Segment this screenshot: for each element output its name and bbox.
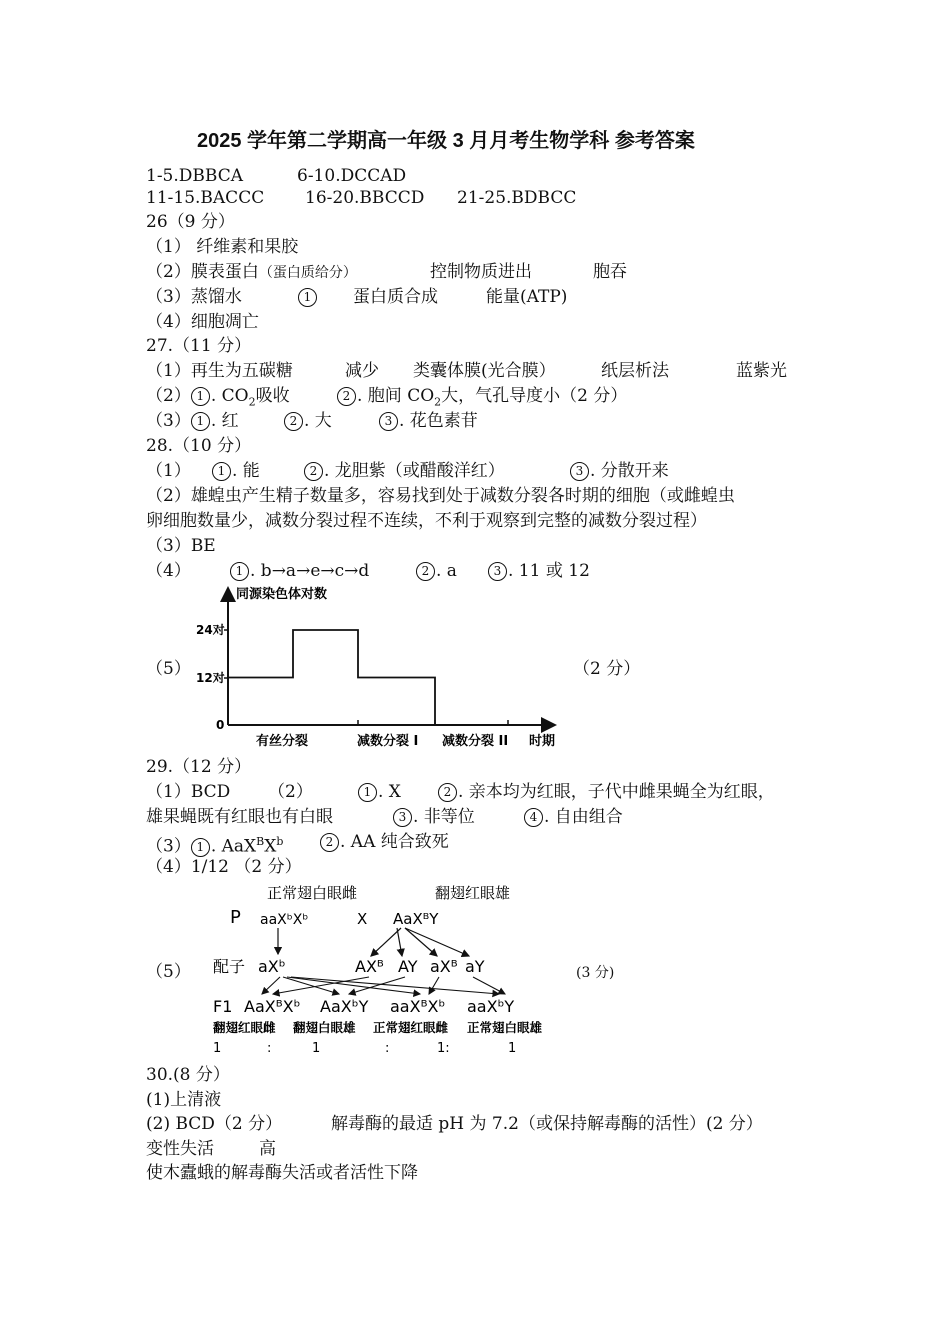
gamete-male-3: aXᴮ xyxy=(430,957,458,976)
p-female-genotype: aaXᵇXᵇ xyxy=(260,912,309,928)
q27-answer-2b: 2 . 胞间 $CO_2$大，气孔导度小（2 分） xyxy=(337,386,627,412)
page-title: 2025 学年第二学期高一年级 3 月月考生物学科 参考答案 xyxy=(197,130,695,152)
phenotype-1: 翻翅红眼雌 xyxy=(213,1020,276,1035)
q26-answer-3: （3）蒸馏水 xyxy=(146,287,242,307)
q29-answer-2c: 3 . 非等位 xyxy=(393,807,475,827)
q27-answer-1b: 减少 xyxy=(345,361,379,381)
q29-answer-3: （3） 1 . $AaX^BX^b$ xyxy=(146,835,284,857)
q27-answer-1c: 类囊体膜(光合膜） xyxy=(413,361,556,381)
q26-header: 26（9 分） xyxy=(146,212,235,232)
genetic-cross-diagram xyxy=(205,875,575,1060)
q29-header: 29.（12 分） xyxy=(146,757,252,777)
q26-answer-3b: 蛋白质合成 xyxy=(353,287,438,307)
phenotype-2: 翻翅白眼雄 xyxy=(293,1020,356,1035)
choice-answers-6-10: 6-10.DCCAD xyxy=(297,166,407,186)
q26-answer-2: （2）膜表蛋白（蛋白质给分） xyxy=(146,262,357,282)
q28-answer-4a: 1 . b→a→e→c→d xyxy=(230,561,369,581)
q26-answer-3-circled: 1 xyxy=(298,287,318,307)
q28-answer-1b: 2 . 龙胆紫（或醋酸洋红） xyxy=(304,461,505,481)
q27-header: 27.（11 分） xyxy=(146,336,252,356)
f1-label: F1 xyxy=(213,997,233,1016)
chart-ylabel: 同源染色体对数 xyxy=(236,587,328,602)
q29-answer-2a: 1 . X xyxy=(358,782,401,802)
q26-answer-2b: 控制物质进出 xyxy=(430,262,532,282)
q27-answer-1e: 蓝紫光 xyxy=(736,361,787,381)
q28-answer-1: （1） xyxy=(146,461,191,481)
q30-header: 30.(8 分） xyxy=(146,1065,230,1085)
male-phenotype-label: 翻翅红眼雄 xyxy=(435,884,511,902)
q28-answer-4b: 2 . a xyxy=(416,561,457,581)
q29-answer-3b: 2 . AA 纯合致死 xyxy=(320,832,449,852)
q29-answer-5-score: (3 分) xyxy=(576,965,615,981)
q30-answer-2: (2) BCD（2 分） xyxy=(146,1114,283,1134)
homologous-pairs-chart xyxy=(190,582,570,754)
offspring-4: aaXᵇY xyxy=(467,997,515,1016)
choice-answers-11-15: 11-15.BACCC xyxy=(146,188,265,208)
ratio-sep-1: : xyxy=(267,1041,272,1056)
q29-answer-2: （2） xyxy=(268,782,313,802)
p-label: P xyxy=(230,907,241,928)
q29-answer-4: （4）1/12 （2 分） xyxy=(146,857,302,877)
gamete-label: 配子 xyxy=(213,957,246,976)
xtick-meiosis-2: 减数分裂 II xyxy=(442,734,509,749)
q28-answer-1c: 3 . 分散开来 xyxy=(570,461,669,481)
q28-answer-4c: 3 . 11 或 12 xyxy=(488,561,590,581)
q28-answer-2: （2）雄蝗虫产生精子数量多，容易找到处于减数分裂各时期的细胞（或雌蝗虫 xyxy=(146,486,735,506)
chart-step-line xyxy=(228,630,508,725)
q26-answer-2c: 胞吞 xyxy=(593,262,627,282)
q29-answer-1: （1）BCD xyxy=(146,782,231,802)
choice-answers-1-5: 1-5.DBBCA xyxy=(146,166,243,186)
q27-answer-3: （3） 1 . 红 xyxy=(146,411,239,431)
gamete-male-1: AXᴮ xyxy=(355,957,384,976)
offspring-3: aaXᴮXᵇ xyxy=(390,997,446,1016)
q30-answer-1: (1)上清液 xyxy=(146,1090,222,1110)
q27-answer-1a: （1）再生为五碳糖 xyxy=(146,361,293,381)
q27-answer-2: （2） 1 . $CO_2$吸收 xyxy=(146,386,290,409)
q29-answer-2d: 4 . 自由组合 xyxy=(524,807,623,827)
q27-answer-3c: 3 . 花色素苷 xyxy=(379,411,478,431)
ratio-sep-2: : xyxy=(385,1041,390,1056)
q28-answer-5: （5） xyxy=(146,659,191,679)
q29-answer-2b-cont: 雄果蝇既有红眼也有白眼 xyxy=(146,807,333,827)
q27-answer-1d: 纸层析法 xyxy=(601,361,669,381)
q28-answer-2-cont: 卵细胞数量少，减数分裂过程不连续，不利于观察到完整的减数分裂过程） xyxy=(146,511,707,531)
q26-answer-1: （1） 纤维素和果胶 xyxy=(146,237,299,257)
q30-answer-3: 变性失活 xyxy=(146,1139,214,1159)
q29-answer-5: （5） xyxy=(146,962,191,982)
q28-answer-5-score: （2 分） xyxy=(573,659,641,679)
xtick-mitosis: 有丝分裂 xyxy=(256,734,309,749)
ratio-3: 1: xyxy=(437,1041,450,1056)
offspring-2: AaXᵇY xyxy=(320,997,369,1016)
cross-x: X xyxy=(357,910,368,928)
choice-answers-16-20: 16-20.BBCCD xyxy=(305,188,425,208)
q26-answer-4: （4）细胞凋亡 xyxy=(146,312,259,332)
q28-header: 28.（10 分） xyxy=(146,436,252,456)
gamete-male-2: AY xyxy=(398,957,418,976)
xlabel-time: 时期 xyxy=(529,734,556,749)
phenotype-3: 正常翅红眼雌 xyxy=(373,1020,449,1035)
ytick-12: 12对 xyxy=(196,671,225,685)
choice-answers-21-25: 21-25.BDBCC xyxy=(457,188,577,208)
q28-answer-4: （4） xyxy=(146,561,191,581)
ratio-4: 1 xyxy=(508,1041,517,1056)
gamete-female: aXᵇ xyxy=(258,957,286,976)
q29-answer-2b: 2 . 亲本均为红眼，子代中雌果蝇全为红眼， xyxy=(438,782,775,802)
gamete-male-4: aY xyxy=(465,957,485,976)
ratio-2: 1 xyxy=(312,1041,321,1056)
phenotype-4: 正常翅白眼雄 xyxy=(467,1020,543,1035)
q30-answer-2b: 解毒酶的最适 pH 为 7.2（或保持解毒酶的活性）(2 分） xyxy=(331,1114,763,1134)
q30-answer-4: 使木蠹蛾的解毒酶失活或者活性下降 xyxy=(146,1163,418,1183)
xtick-meiosis-1: 减数分裂 I xyxy=(357,734,419,749)
q28-answer-1a: 1 . 能 xyxy=(212,461,260,481)
offspring-1: AaXᴮXᵇ xyxy=(244,997,301,1016)
ytick-24: 24对 xyxy=(196,623,225,637)
p-male-genotype: AaXᴮY xyxy=(393,910,439,928)
q28-answer-3: （3）BE xyxy=(146,536,216,556)
q27-answer-3b: 2 . 大 xyxy=(284,411,332,431)
ratio-1: 1 xyxy=(213,1041,222,1056)
q30-answer-3b: 高 xyxy=(259,1139,276,1159)
female-phenotype-label: 正常翅白眼雌 xyxy=(267,884,358,902)
ytick-0: 0 xyxy=(216,718,225,732)
q26-answer-3c: 能量(ATP) xyxy=(486,287,568,307)
